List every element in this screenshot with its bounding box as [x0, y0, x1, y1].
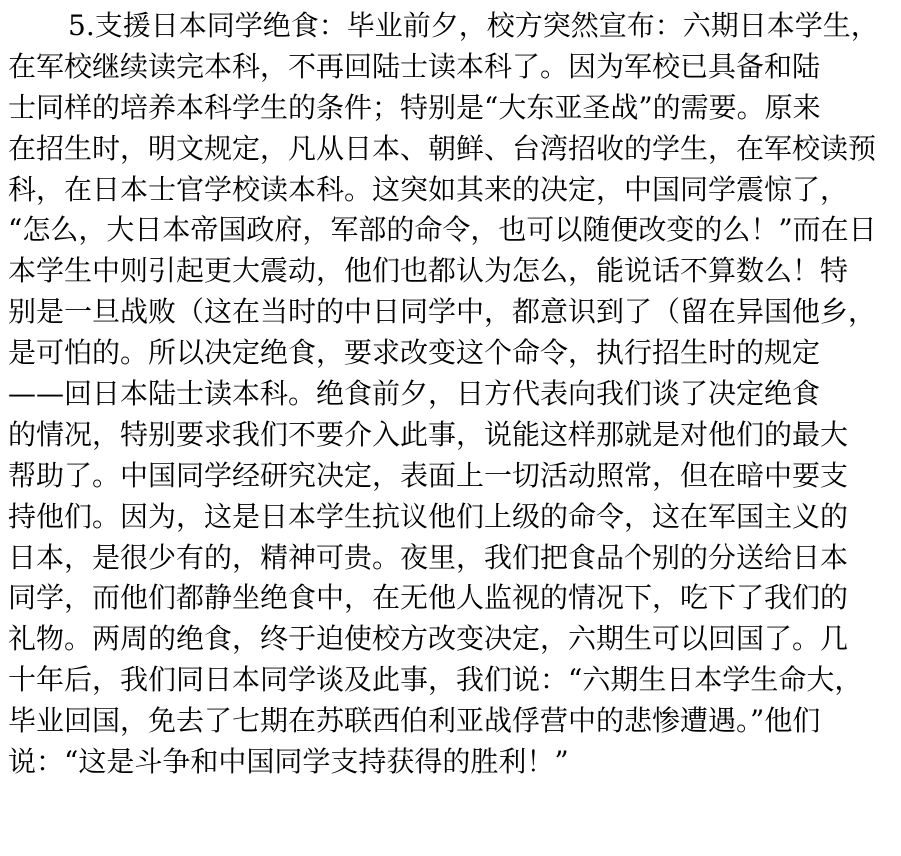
text-line: 5.支援日本同学绝食：毕业前夕，校方突然宣布：六期日本学生，: [68, 9, 879, 42]
text-line: 士同样的培养本科学生的条件；特别是“大东亚圣战”的需要。原来: [8, 90, 821, 124]
text-line: 礼物。两周的绝食，终于迫使校方改变决定，六期生可以回国了。几: [8, 622, 849, 656]
text-line: 本学生中则引起更大震动，他们也都认为怎么，能说话不算数么！特: [8, 254, 849, 288]
text-line: 持他们。因为，这是日本学生抗议他们上级的命令，这在军国主义的: [8, 499, 849, 533]
memoir-paragraph: [8, 6, 896, 783]
text-line: 在军校继续读完本科，不再回陆士读本科了。因为军校已具备和陆: [8, 49, 821, 83]
text-line: ——回日本陆士读本科。绝食前夕，日方代表向我们谈了决定绝食: [8, 377, 821, 411]
text-line: 毕业回国，免去了七期在苏联西伯利亚战俘营中的悲惨遭遇。”他们: [8, 704, 821, 738]
text-line: 说：“这是斗争和中国同学支持获得的胜利！”: [8, 745, 569, 779]
text-line: 的情况，特别要求我们不要介入此事，说能这样那就是对他们的最大: [8, 417, 849, 451]
text-line: 是可怕的。所以决定绝食，要求改变这个命令，执行招生时的规定: [8, 336, 821, 370]
text-line: 十年后，我们同日本同学谈及此事，我们说：“六期生日本学生命大，: [8, 663, 863, 697]
text-line: “怎么，大日本帝国政府，军部的命令，也可以随便改变的么！”而在日: [8, 213, 877, 247]
text-line: 在招生时，明文规定，凡从日本、朝鲜、台湾招收的学生，在军校读预: [8, 131, 877, 165]
text-line: 帮助了。中国同学经研究决定，表面上一切活动照常，但在暗中要支: [8, 458, 849, 492]
text-line: 科，在日本士官学校读本科。这突如其来的决定，中国同学震惊了，: [8, 172, 849, 206]
text-line: 日本，是很少有的，精神可贵。夜里，我们把食品个别的分送给日本: [8, 540, 849, 574]
text-line: 别是一旦战败（这在当时的中日同学中，都意识到了（留在异国他乡，: [8, 295, 877, 329]
text-line: 同学，而他们都静坐绝食中，在无他人监视的情况下，吃下了我们的: [8, 581, 849, 615]
